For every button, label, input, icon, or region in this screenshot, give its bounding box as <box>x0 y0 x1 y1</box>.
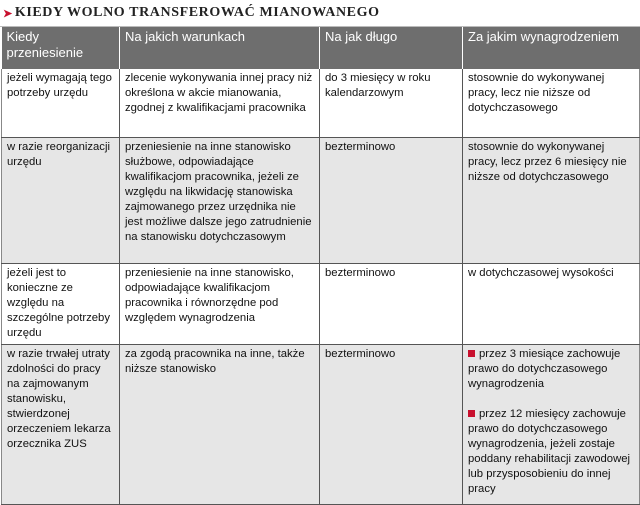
table-header-row <box>2 27 640 69</box>
cell-warunki: przeniesienie na inne stanowisko służbowe, odpowiadające kwalifikacjom pracownika, jeżeli ze względu na likwidację stanowiska zajmowanego przez urzędnika nie jest możliwe dalsze jego zatrudnienie na stanowisku dotychczasowym <box>120 137 320 263</box>
header-kiedy: Kiedy przeniesienie <box>2 27 120 69</box>
cell-wynagrodzenie: stosownie do wykonywanej pracy, lecz nie niższe od dotychczasowego <box>463 69 640 137</box>
cell-czas: do 3 miesięcy w roku kalendarzowym <box>320 69 463 137</box>
table-row <box>2 263 640 344</box>
header-wynagrodzenie: Za jakim wynagrodzeniem <box>463 27 640 69</box>
table-row <box>2 69 640 137</box>
list-item <box>468 407 634 497</box>
cell-kiedy: w razie trwałej utraty zdolności do pracy na zajmowanym stanowisku, stwierdzonej orzeczeniem lekarza orzecznika ZUS <box>2 344 120 504</box>
cell-wynagrodzenie <box>463 344 640 504</box>
square-bullet-icon <box>468 350 475 357</box>
arrow-right-icon: ➤ <box>3 7 13 20</box>
cell-warunki: za zgodą pracownika na inne, także niższe stanowisko <box>120 344 320 504</box>
paragraph-spacer <box>468 392 634 407</box>
list-item-text: przez 12 miesięcy zachowuje prawo do dotychczasowego wynagrodzenia, jeżeli zostaje poddany rehabilitacji zawodowej lub przysposobieniu do innej pracy <box>468 407 631 495</box>
cell-kiedy: w razie reorganizacji urzędu <box>2 137 120 263</box>
table-row <box>2 137 640 263</box>
table-title: KIEDY WOLNO TRANSFEROWAĆ MIANOWANEGO <box>14 5 380 20</box>
square-bullet-icon <box>468 410 475 417</box>
transfer-rules-table <box>1 27 640 505</box>
table-title-bar <box>0 0 640 27</box>
header-warunki: Na jakich warunkach <box>120 27 320 69</box>
list-item-text: przez 3 miesiące zachowuje prawo do dotychczasowego wynagrodzenia <box>468 347 621 390</box>
list-item <box>468 347 634 392</box>
header-czas: Na jak długo <box>320 27 463 69</box>
cell-czas: bezterminowo <box>320 137 463 263</box>
cell-warunki: zlecenie wykonywania innej pracy niż określona w akcie mianowania, zgodnej z kwalifikacjami pracownika <box>120 69 320 137</box>
cell-wynagrodzenie: w dotychczasowej wysokości <box>463 263 640 344</box>
cell-kiedy: jeżeli jest to konieczne ze względu na szczególne potrzeby urzędu <box>2 263 120 344</box>
cell-czas: bezterminowo <box>320 344 463 504</box>
cell-wynagrodzenie: stosownie do wykonywanej pracy, lecz przez 6 miesięcy nie niższe od dotychczasowego <box>463 137 640 263</box>
cell-kiedy: jeżeli wymagają tego potrzeby urzędu <box>2 69 120 137</box>
cell-czas: bezterminowo <box>320 263 463 344</box>
table-row <box>2 344 640 504</box>
cell-warunki: przeniesienie na inne stanowisko, odpowiadające kwalifikacjom pracownika i równorzędne pod względem wynagrodzenia <box>120 263 320 344</box>
